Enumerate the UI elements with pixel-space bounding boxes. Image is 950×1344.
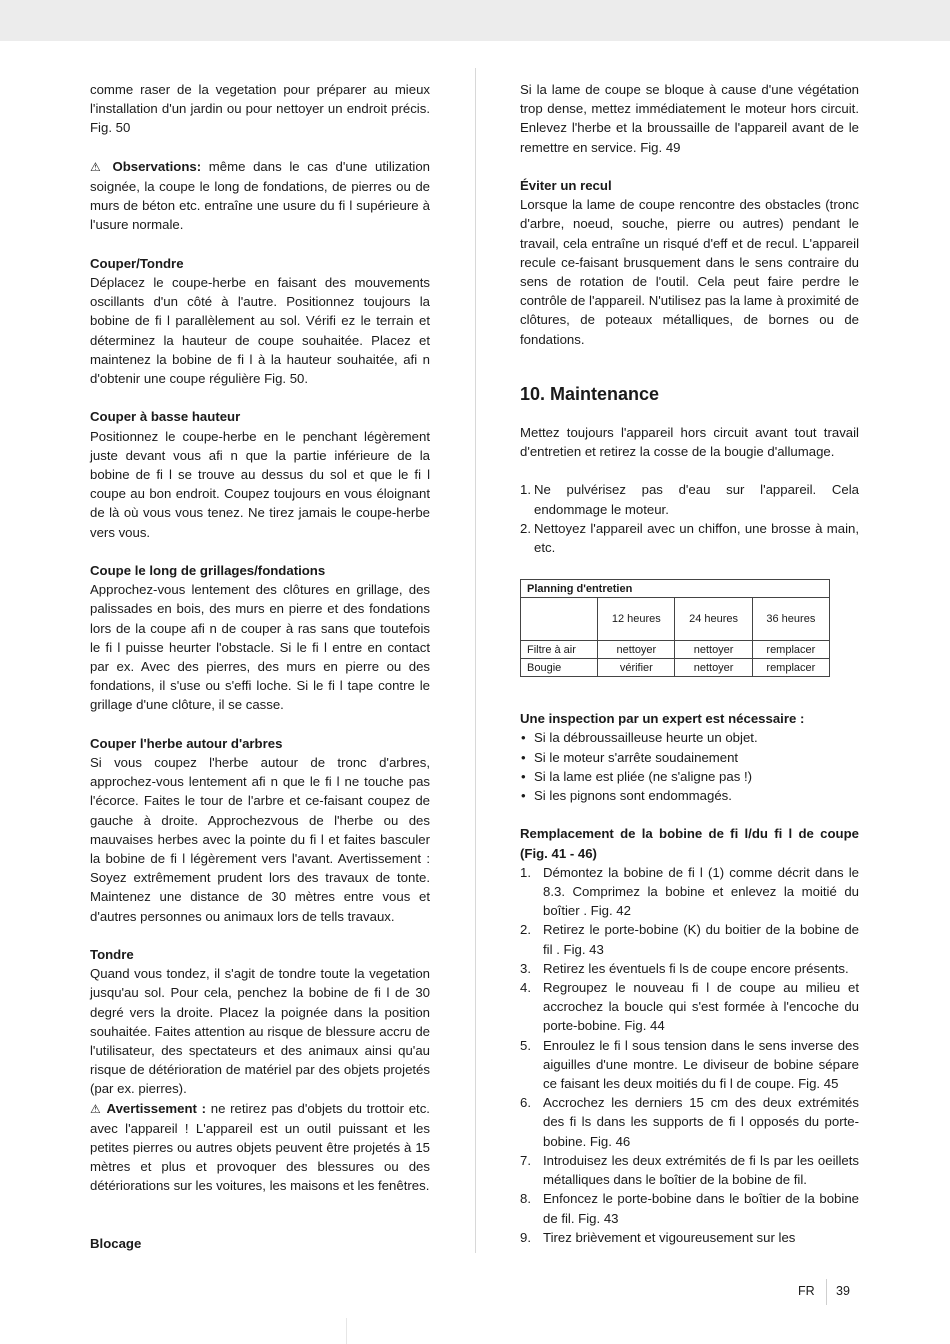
- table-header: 36 heures: [752, 598, 829, 641]
- table-cell: nettoyer: [675, 659, 752, 677]
- list-item: 4. Regroupez le nouveau fi l de coupe au milieu et accrochez la boucle qui s'est formée à l'encoche du porte-bobine. Fig. 44: [520, 980, 859, 1034]
- section-heading: Remplacement de la bobine de fi l/du fi l de coupe (Fig. 41 - 46): [520, 826, 859, 861]
- list-item: 2. Nettoyez l'appareil avec un chiffon, une brosse à main, etc.: [520, 520, 859, 556]
- section-heading: Coupe le long de grillages/fondations: [90, 563, 326, 579]
- table-cell: nettoyer: [675, 641, 752, 659]
- warning-label: Avertissement :: [106, 1100, 207, 1116]
- paragraph: Mettez toujours l'appareil hors circuit avant tout travail d'entretien et retirez la cosse de la bougie d'allumage.: [520, 424, 859, 460]
- paragraph: Si vous coupez l'herbe autour de tronc d'arbres, approchez-vous lentement afi n que le fi l ne touche pas l'écorce. Faites le tour de l'arbre et ce-faisant coupez de gauche à droite. Approchezvous de l'herbe ou des mauvaises herbes avec la pointe du fi l et faites basculer la bobine de fi l légèrement vers l'avant. Avertissement : Soyez extrêmement prudent lors des travaux de tonte. Maintenez une distance de 30 mètres entre vous et d'autres personnes ou animaux lors de tells travaux.: [90, 755, 430, 924]
- column-divider: [475, 68, 476, 1253]
- warning-icon: ⚠: [90, 1101, 102, 1116]
- footer-separator: [826, 1279, 827, 1305]
- table-cell: Bougie: [521, 659, 598, 677]
- list-item: 8. Enfoncez le porte-bobine dans le boîtier de la bobine de fil. Fig. 43: [520, 1191, 859, 1226]
- section-heading: Blocage: [90, 1236, 142, 1252]
- paragraph: comme raser de la vegetation pour préparer au mieux l'installation d'un jardin ou pour nettoyer un endroit précis. Fig. 50: [90, 82, 430, 136]
- table-header: [521, 598, 598, 641]
- table-header: 12 heures: [598, 598, 675, 641]
- replacement-steps: [520, 863, 859, 1247]
- warning-icon: ⚠: [90, 159, 105, 174]
- section-heading: Couper/Tondre: [90, 255, 184, 271]
- table-title: Planning d'entretien: [521, 580, 830, 598]
- table-header: 24 heures: [675, 598, 752, 641]
- paragraph: Approchez-vous lentement des clôtures en grillage, des palissades en bois, des murs en pierre et des fondations lors de la coupe afi n de couper à ras sans que toutefois le fi l puisse heurter l'obstacle. Si le fi l entre en contact par ex. Avec des pierres, des murs en pierre ou des fondations, il s'use ou s'effi loche. Si le fi l tape contre le grillage d'une clôture, il se casse.: [90, 582, 430, 713]
- warning-text: ne retirez pas d'objets du trottoir etc. avec l'appareil ! L'appareil est un outil puissant et les petites pierres ou autres objets peuvent être projetés à 15 mètres et plus et provoquer des blessures ou des détériorations sur les voitures, les maisons et les fenêtres.: [90, 1100, 430, 1194]
- list-item: • Si les pignons sont endommagés.: [521, 788, 732, 804]
- list-item: 3. Retirez les éventuels fi ls de coupe encore présents.: [520, 960, 849, 976]
- table-cell: vérifier: [598, 659, 675, 677]
- inspection-list: [520, 728, 859, 805]
- maintenance-heading: 10. Maintenance: [520, 383, 660, 404]
- paragraph: Positionnez le coupe-herbe en le penchant légèrement juste devant vous afi n que la partie inférieure de la bobine de fi l se trouve au dessus du sol et que le fi l coupe au bon endroit. Coupez toujours en vous éloignant de là où vous vous tenez. Ne tirez jamais le coupe-herbe vers vous.: [90, 428, 430, 540]
- observations-label: Observations:: [112, 158, 202, 174]
- warning-note: [90, 1099, 430, 1196]
- paragraph: Si la lame de coupe se bloque à cause d'une végétation trop dense, mettez immédiatement le moteur hors circuit. Enlevez l'herbe et la broussaille de l'appareil avant de le remettre en service. Fig. 49: [520, 82, 859, 155]
- section-heading: Éviter un recul: [520, 178, 612, 193]
- maintenance-list: [520, 480, 859, 557]
- crop-mark: [346, 1318, 347, 1344]
- list-item: • Si la débroussailleuse heurte un objet.: [521, 730, 758, 746]
- page-number: 39: [836, 1284, 850, 1298]
- list-item: 2. Retirez le porte-bobine (K) du boitier de la bobine de fil . Fig. 43: [520, 922, 859, 957]
- list-item: 1. Ne pulvérisez pas d'eau sur l'appareil. Cela endommage le moteur.: [520, 482, 859, 517]
- list-item: 1. Démontez la bobine de fi l (1) comme décrit dans le 8.3. Comprimez la bobine et enlevez la moitié du boîtier . Fig. 42: [520, 864, 859, 919]
- header-band: [0, 0, 950, 41]
- observations-note: [90, 157, 430, 235]
- maintenance-table: [520, 579, 830, 677]
- right-column: [520, 80, 859, 1247]
- table-row: [521, 659, 830, 677]
- table-row: [521, 641, 830, 659]
- section-heading: Une inspection par un expert est nécessaire :: [520, 711, 805, 727]
- table-header-row: [521, 598, 830, 641]
- section-heading: Tondre: [90, 947, 134, 963]
- list-item: 6. Accrochez les derniers 15 cm des deux extrémités des fi ls dans les supports de fi l opposés du porte-bobine. Fig. 46: [520, 1095, 859, 1149]
- table-cell: nettoyer: [598, 641, 675, 659]
- table-cell: Filtre à air: [521, 641, 598, 659]
- list-item: 5. Enroulez le fi l sous tension dans le sens inverse des aiguilles d'une montre. Le diviseur de bobine sépare ce faisant les deux moitiés du fi l de coupe. Fig. 45: [520, 1037, 859, 1092]
- list-item: 9. Tirez brièvement et vigoureusement sur les: [520, 1229, 796, 1245]
- section-heading: Couper à basse hauteur: [90, 409, 241, 425]
- list-item: • Si la lame est pliée (ne s'aligne pas !): [521, 768, 753, 784]
- observations-text: même dans le cas d'une utilization soignée, la coupe le long de fondations, de pierres ou de murs de béton etc. entraîne une usure du fi l supérieure à l'usure normale.: [90, 158, 430, 233]
- paragraph: Déplacez le coupe-herbe en faisant des mouvements oscillants d'un côté à l'autre. Positionnez toujours la bobine de fi l parallèlement au sol. Vérifi ez le terrain et déterminez la hauteur de coupe souhaitée. Placez et maintenez la bobine de fi l à la hauteur souhaitée, afi n d'obtenir une coupe régulière Fig. 50.: [90, 275, 430, 387]
- section-heading: Couper l'herbe autour d'arbres: [90, 735, 283, 751]
- list-item: 7. Introduisez les deux extrémités de fi ls par les oeillets métalliques dans le boîtier de la bobine de fil.: [520, 1152, 859, 1188]
- language-label: FR: [798, 1284, 815, 1298]
- left-column: [90, 80, 430, 1253]
- list-item: • Si le moteur s'arrête soudainement: [521, 749, 739, 765]
- table-cell: remplacer: [752, 641, 829, 659]
- table-title-row: [521, 580, 830, 598]
- paragraph: Quand vous tondez, il s'agit de tondre toute la vegetation jusqu'au sol. Pour cela, penchez la bobine de fi l de 30 degré vers la droite. Placez la poignée dans la position souhaitée. Faites attention au risque de blessure accru de l'utilisateur, des spectateurs et des animaux ainsi qu'au risque de détérioration de matériel par des objets projetés (par ex. pierres).: [90, 966, 430, 1097]
- table-cell: remplacer: [752, 659, 829, 677]
- paragraph: Lorsque la lame de coupe rencontre des obstacles (tronc d'arbre, noeud, souche, pierre ou autres) pendant le travail, cela entraîne un risqué d'eff et de recul. L'appareil recule ce-faisant brusquement dans le sens contraire du sens de rotation de l'outil. Cela peut faire perdre le contrôle de l'appareil. N'utilisez pas la lame à proximité de clôtures, de poteaux métalliques, de bornes ou de fondations.: [520, 197, 859, 347]
